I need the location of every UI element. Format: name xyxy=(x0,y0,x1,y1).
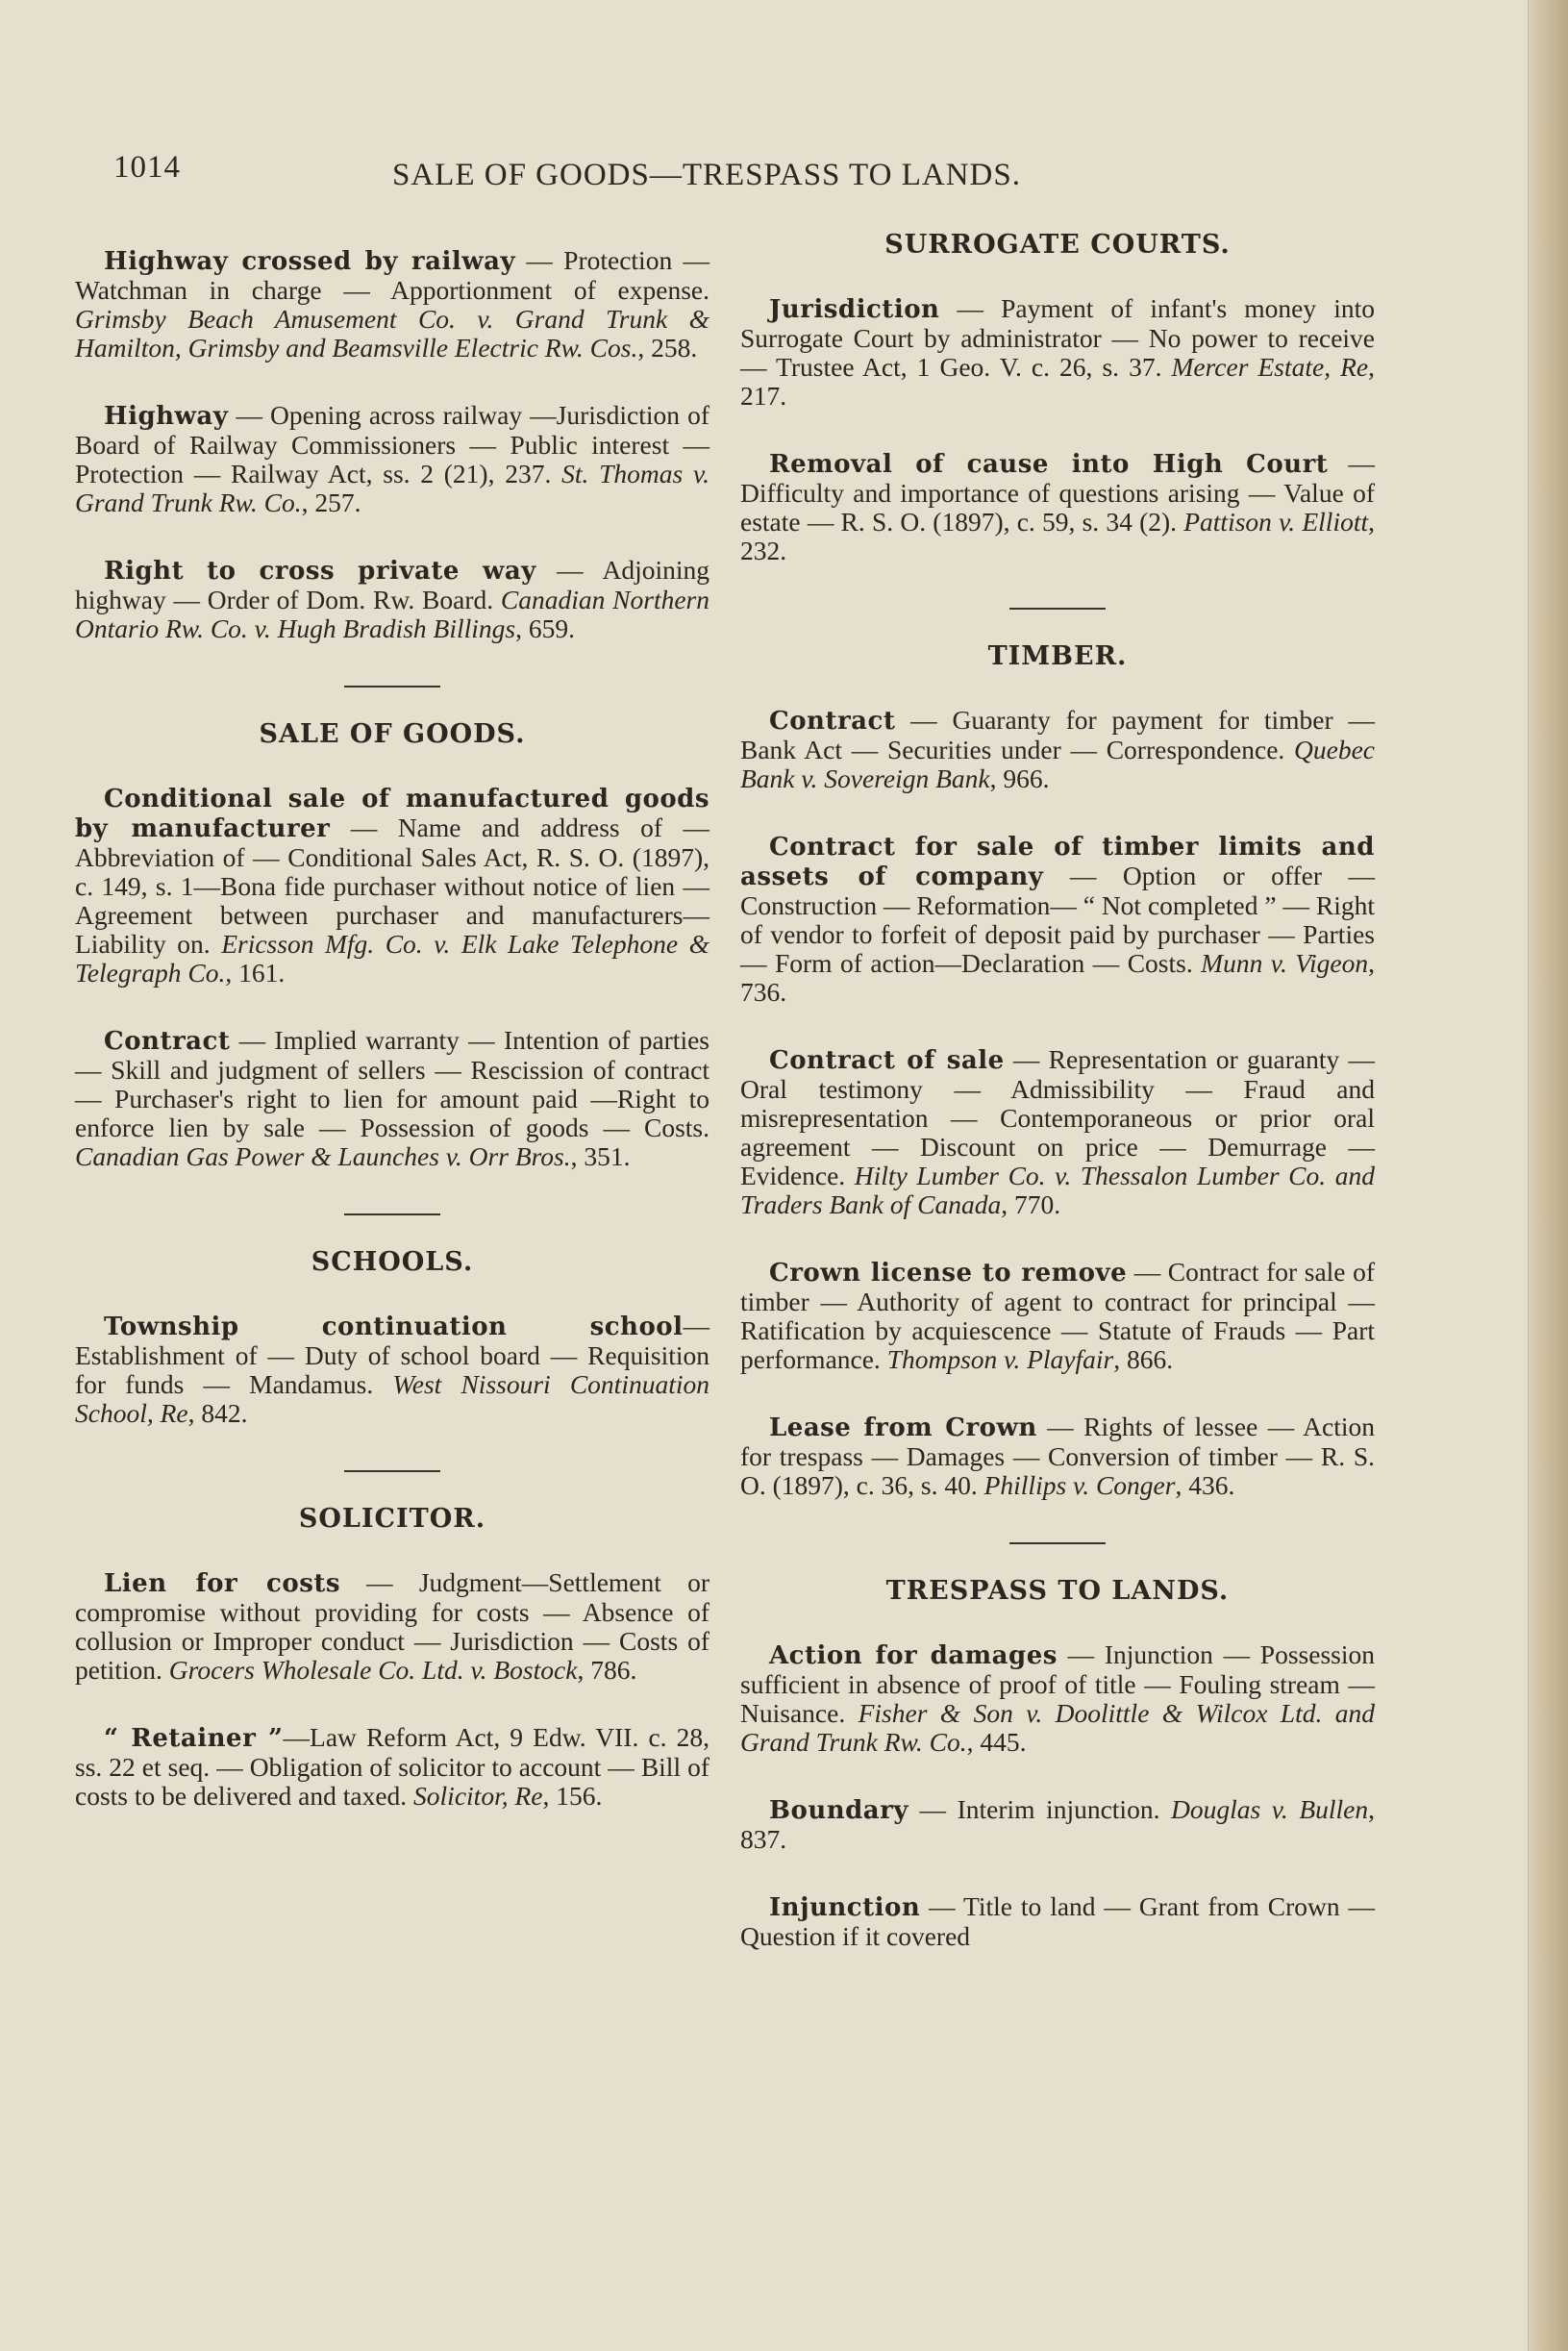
entry-citation: Hilty Lumber Co. v. Thessalon Lumber Co. and Traders Bank of Canada xyxy=(740,1161,1375,1219)
index-entry xyxy=(740,832,1375,1007)
entry-head: Removal of cause into High Court xyxy=(769,450,1329,479)
index-entry xyxy=(740,1795,1375,1854)
page-number: 1014 xyxy=(113,150,181,185)
entry-citation: Ericsson Mfg. Co. v. Elk Lake Telephone & Telegraph Co. xyxy=(75,928,709,988)
entry-head: Jurisdiction xyxy=(769,295,940,324)
entry-head: Crown license to remove xyxy=(769,1259,1128,1288)
intro-entries xyxy=(75,246,709,643)
entry-body: — Name and address of — Abbreviation of — Conditional Sales Act, R. S. O. (1897), c. 149, s. 1—Bona fide purchaser without notice of lien — Agreement between purchaser and manufacturers—Liability on. xyxy=(75,812,710,959)
entry-citation: Grimsby Beach Amusement Co. v. Grand Trunk & Hamilton, Grimsby and Beamsville Electric Rw. Cos. xyxy=(75,303,709,363)
entry-body: — Representation or guaranty — Oral testimony — Admissibility — Fraud and misrepresentation — Contemporaneous or prior oral agreement — Discount on price — Demurrage — Evidence. xyxy=(740,1044,1375,1190)
entry-ref: , 351. xyxy=(570,1140,631,1171)
index-entry xyxy=(75,1312,709,1428)
entry-body: —Law Reform Act, 9 Edw. VII. c. 28, ss. 22 et seq. — Obligation of solicitor to account — Bill of costs to be delivered and taxed. xyxy=(75,1721,710,1811)
entry-citation: Munn v. Vigeon xyxy=(1201,948,1369,978)
entry-body: — Protection — Watchman in charge — Apportionment of expense. xyxy=(75,244,709,305)
entry-head: Contract xyxy=(104,1026,231,1056)
section-divider xyxy=(1009,608,1106,610)
entry-ref: , 770. xyxy=(1001,1189,1061,1219)
entry-head: Highway crossed by railway xyxy=(104,246,516,276)
entry-citation: West Nissouri Continuation School, Re xyxy=(75,1368,709,1428)
section-title-solicitor: SOLICITOR. xyxy=(298,1503,486,1534)
entry-ref: , 659. xyxy=(515,613,575,643)
section-title-schools: SCHOOLS. xyxy=(311,1246,474,1277)
entry-body: — Contract for sale of timber — Authority of agent to contract for principal — Ratification by acquiescence — Statute of Frauds — Part performance. xyxy=(740,1257,1375,1374)
entry-citation: Canadian Gas Power & Launches v. Orr Bros. xyxy=(75,1140,571,1171)
entry-body: — Difficulty and importance of questions arising — Value of estate — R. S. O. (1897), c. 59, s. 34 (2). xyxy=(740,448,1376,537)
entry-citation: Douglas v. Bullen xyxy=(1171,1794,1369,1824)
entry-body: — Injunction — Possession sufficient in absence of proof of title — Fouling stream — Nuisance. xyxy=(740,1639,1375,1728)
index-entry xyxy=(740,706,1375,793)
entry-citation: Mercer Estate, Re xyxy=(1171,352,1369,382)
entry-body: — Guaranty for payment for timber — Bank Act — Securities under — Correspondence. xyxy=(740,705,1375,764)
entry-head: Contract for sale of timber limits and assets of company xyxy=(740,833,1375,891)
index-entry xyxy=(740,1258,1375,1374)
entry-ref: , 837. xyxy=(740,1794,1375,1854)
entry-body: —Establishment of — Duty of school board — Requisition for funds — Mandamus. xyxy=(75,1310,709,1399)
index-entry xyxy=(740,1413,1375,1500)
index-entry xyxy=(75,1723,709,1811)
index-entry xyxy=(75,401,709,517)
entry-body: — Judgment—Settlement or compromise without providing for costs — Absence of collusion or Improper conduct — Jurisdiction — Costs of petition. xyxy=(75,1566,709,1685)
index-entry xyxy=(740,294,1375,411)
right-column xyxy=(740,231,1375,1989)
entry-ref: , 232. xyxy=(740,507,1375,565)
left-column xyxy=(75,219,709,1849)
entry-head: Highway xyxy=(104,401,229,431)
entry-ref: , 445. xyxy=(966,1727,1027,1757)
entry-head: Lease from Crown xyxy=(769,1413,1037,1442)
index-entry xyxy=(740,1045,1375,1219)
entry-ref: , 786. xyxy=(577,1654,637,1685)
entry-body: — Payment of infant's money into Surrogate Court by administrator — No power to receive — Trustee Act, 1 Geo. V. c. 26, s. 37. xyxy=(740,293,1375,382)
running-title: SALE OF GOODS—TRESPASS TO LANDS. xyxy=(392,158,1021,192)
entry-ref: , 156. xyxy=(542,1780,603,1811)
entry-body: — Interim injunction. xyxy=(908,1794,1171,1824)
entry-ref: , 161. xyxy=(225,957,286,988)
entry-ref: , 258. xyxy=(637,332,698,363)
entry-body: — Opening across railway —Jurisdiction of Board of Railway Commissioners — Public interest — Protection — Railway Act, ss. 2 (21), 237. xyxy=(75,399,709,488)
index-entry xyxy=(75,246,709,363)
section-divider xyxy=(1009,1542,1106,1544)
entry-head: “ Retainer ” xyxy=(104,1723,284,1753)
entry-ref: , 966. xyxy=(989,763,1050,793)
entry-ref: , 736. xyxy=(740,948,1375,1007)
entry-head: Contract of sale xyxy=(769,1046,1005,1075)
section-title-timber: TIMBER. xyxy=(987,641,1128,671)
entry-head: Contract xyxy=(769,707,896,736)
entry-body: — Option or offer — Construction — Reformation— “ Not completed ” — Right of vendor to forfeit of deposit paid by purchaser — Parties — Form of action—Declaration — Costs. xyxy=(740,861,1375,978)
entry-ref: , 217. xyxy=(740,352,1375,411)
entry-citation: Thompson v. Playfair xyxy=(886,1344,1114,1374)
index-entry xyxy=(75,1568,709,1685)
entry-body: — Rights of lessee — Action for trespass — Damages — Conversion of timber — R. S. O. (1897), c. 36, s. 40. xyxy=(740,1412,1375,1500)
index-entry xyxy=(75,1026,709,1171)
entry-citation: Canadian Northern Ontario Rw. Co. v. Hugh Bradish Billings xyxy=(75,584,710,643)
entry-citation: St. Thomas v. Grand Trunk Rw. Co. xyxy=(75,458,709,517)
entry-head: Injunction xyxy=(769,1893,921,1922)
entry-body: — Implied warranty — Intention of parties — Skill and judgment of sellers — Rescission of contract — Purchaser's right to lien for amount paid —Right to enforce lien by sale — Possession of goods — Costs. xyxy=(75,1024,709,1142)
index-entry xyxy=(740,449,1375,565)
entry-citation: Quebec Bank v. Sovereign Bank xyxy=(740,735,1375,793)
entry-body: — Title to land — Grant from Crown — Question if it covered xyxy=(740,1891,1375,1951)
entry-citation: Phillips v. Conger xyxy=(983,1470,1176,1500)
index-entry xyxy=(740,1640,1375,1757)
entry-head: Lien for costs xyxy=(104,1568,340,1598)
section-divider xyxy=(344,1213,440,1215)
index-entry xyxy=(75,784,709,988)
entry-citation: Grocers Wholesale Co. Ltd. v. Bostock xyxy=(168,1654,578,1685)
section-title-sale-of-goods: SALE OF GOODS. xyxy=(259,718,526,749)
entry-head: Conditional sale of manufactured goods by manufacturer xyxy=(75,784,709,843)
entry-ref: , 436. xyxy=(1175,1470,1235,1500)
entry-head: Township continuation school xyxy=(104,1312,684,1341)
entry-citation: Solicitor, Re xyxy=(413,1780,543,1811)
entry-ref: , 257. xyxy=(301,487,361,517)
index-entry xyxy=(740,1892,1375,1951)
entry-body: — Adjoining highway — Order of Dom. Rw. Board. xyxy=(75,554,709,614)
section-divider xyxy=(344,686,440,688)
entry-head: Right to cross private way xyxy=(104,556,536,586)
entry-citation: Pattison v. Elliott xyxy=(1183,507,1369,537)
entry-head: Action for damages xyxy=(769,1641,1058,1670)
entry-head: Boundary xyxy=(769,1796,908,1825)
section-title-trespass-to-lands: TRESPASS TO LANDS. xyxy=(885,1576,1230,1606)
entry-ref: , 866. xyxy=(1113,1344,1174,1374)
section-title-surrogate-courts: SURROGATE COURTS. xyxy=(884,230,1231,260)
index-entry xyxy=(75,556,709,643)
page-edge xyxy=(1528,0,1568,2351)
section-divider xyxy=(344,1470,440,1472)
entry-ref: , 842. xyxy=(187,1397,248,1428)
entry-citation: Fisher & Son v. Doolittle & Wilcox Ltd. and Grand Trunk Rw. Co. xyxy=(740,1698,1375,1757)
